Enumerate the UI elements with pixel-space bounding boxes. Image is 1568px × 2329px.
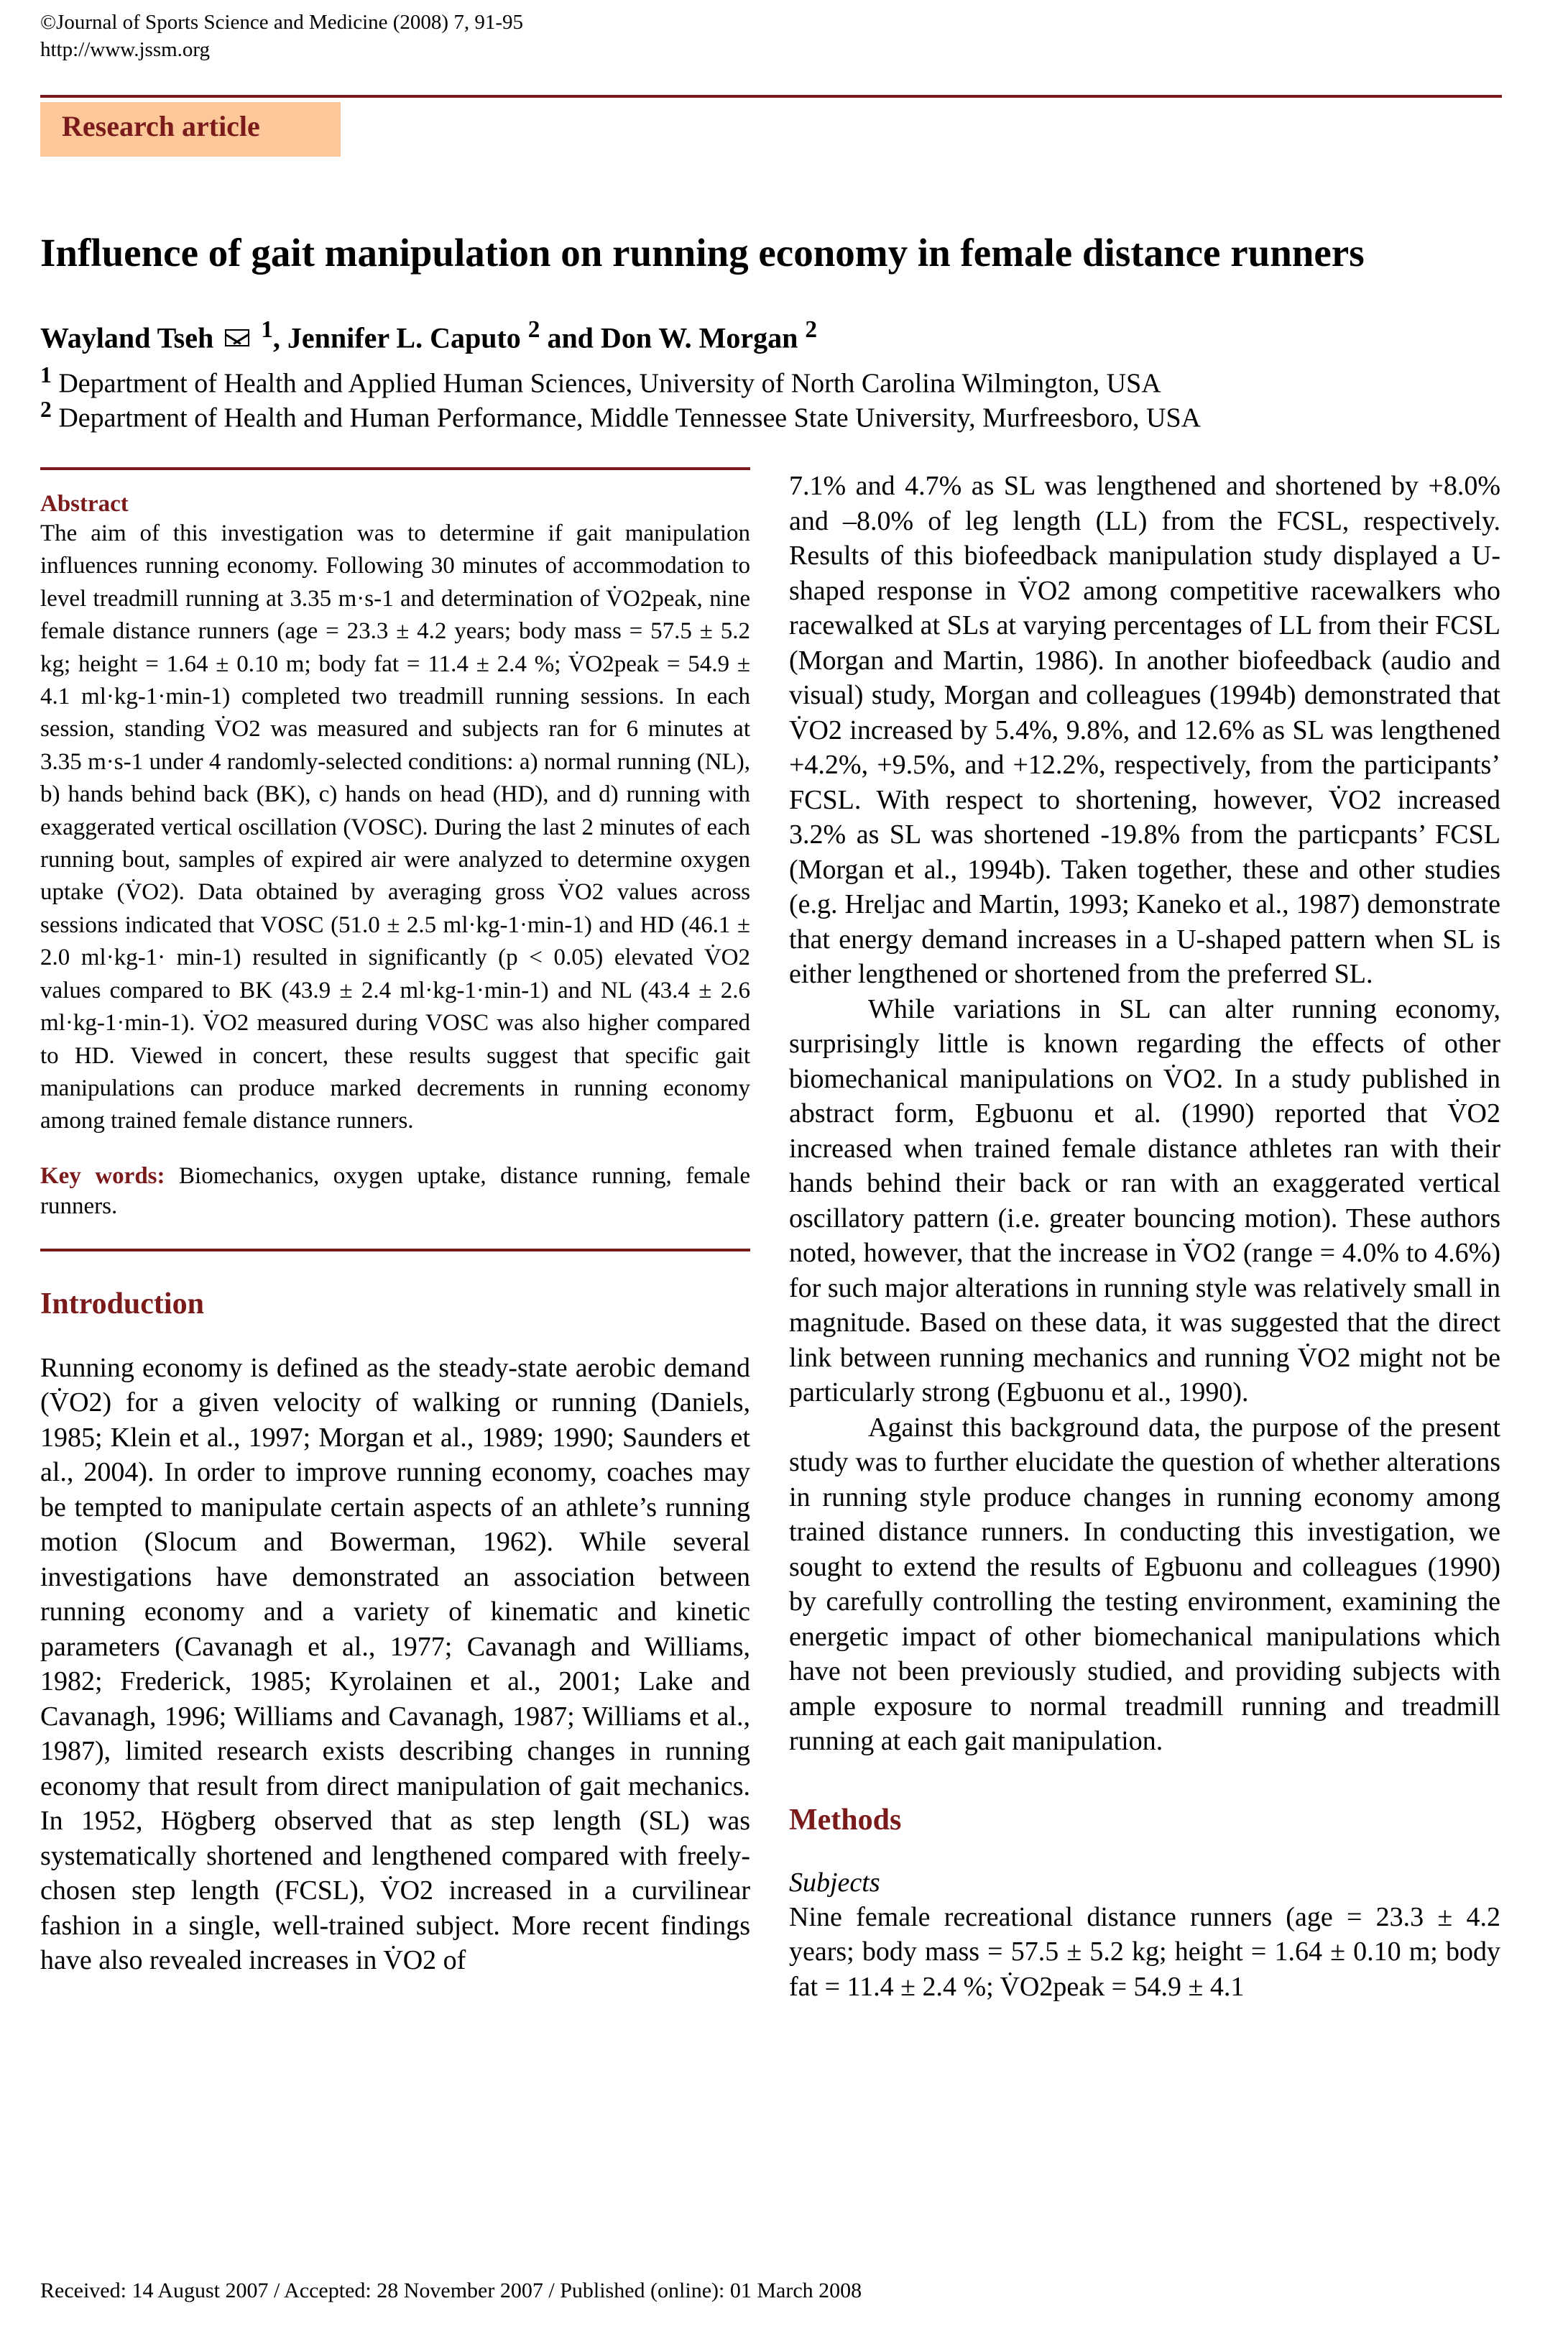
introduction-heading: Introduction	[40, 1287, 204, 1320]
author-list	[40, 316, 817, 354]
journal-header	[40, 9, 523, 63]
methods-heading: Methods	[789, 1803, 902, 1837]
affiliation-text: Department of Health and Applied Human Sciences, University of North Carolina Wilmington, USA	[58, 368, 1161, 399]
left-column	[40, 467, 750, 1978]
author-name: Wayland Tseh	[40, 321, 214, 354]
subjects-heading: Subjects	[789, 1867, 880, 1898]
affiliation-number: 2	[40, 397, 52, 422]
publication-dates: Received: 14 August 2007 / Accepted: 28 November 2007 / Published (online): 01 March 2008	[40, 2279, 862, 2302]
keywords-label: Key words:	[40, 1162, 165, 1189]
affiliation-text: Department of Health and Human Performance, Middle Tennessee State University, Murfreesboro, USA	[58, 403, 1202, 433]
body-paragraph: 7.1% and 4.7% as SL was lengthened and shortened by +8.0% and –8.0% of leg length (LL) from the FCSL, respectively. Results of this biofeedback manipulation study displayed a U-shaped response in V̇O2 among competitive racewalkers who racewalked at SLs at varying percentages of LL from their FCSL (Morgan and Martin, 1986). In another biofeedback (audio and visual) study, Morgan and colleagues (1994b) demonstrated that V̇O2 increased by 5.4%, 9.8%, and 12.6% as SL was lengthened +4.2%, +9.5%, and +12.2%, respectively, from the participants’ FCSL. With respect to shortening, however, V̇O2 increased 3.2% as SL was shortened -19.8% from the particpants’ FCSL (Morgan et al., 1994b). Taken together, these and other studies (e.g. Hreljac and Martin, 1993; Kaneko et al., 1987) demonstrate that energy demand increases in a U-shaped pattern when SL is either lengthened or shortened from the preferred SL.	[789, 471, 1500, 989]
affiliation	[40, 362, 1161, 400]
paper-title: Influence of gait manipulation on running economy in female distance runners	[40, 231, 1365, 275]
affiliation-number: 1	[40, 362, 52, 387]
author-name: , Jennifer L. Caputo	[272, 321, 521, 354]
right-column	[789, 469, 1500, 2004]
top-divider	[40, 95, 1502, 98]
abstract-divider-top	[40, 467, 750, 470]
introduction-text: Running economy is defined as the steady-state aerobic demand (V̇O2) for a given velocity of walking or running (Daniels, 1985; Klein et al., 1997; Morgan et al., 1989; 1990; Saunders et al., 2004). In order to improve running economy, coaches may be tempted to manipulate certain aspects of an athlete’s running motion (Slocum and Bowerman, 1962). While several investigations have demonstrated an association between running economy and a variety of kinematic and kinetic parameters (Cavanagh et al., 1977; Cavanagh and Williams, 1982; Frederick, 1985; Kyrolainen et al., 2001; Lake and Cavanagh, 1996; Williams and Cavanagh, 1987; Williams et al., 1987), limited research exists describing changes in running economy that result from direct manipulation of gait mechanics. In 1952, Högberg observed that as step length (SL) was systematically shortened and lengthened compared with freely-chosen step length (FCSL), V̇O2 increased in a curvilinear fashion in a single, well-trained subject. More recent findings have also revealed increases in V̇O2 of	[40, 1352, 750, 1976]
abstract-divider-bottom	[40, 1249, 750, 1251]
article-type-badge: Research article	[40, 102, 341, 157]
body-paragraph: Against this background data, the purpose of the present study was to further elucidate the question of whether alterations in running style produce changes in running economy among trained distance runners. In conducting this investigation, we sought to extend the results of Egbuonu and colleagues (1990) by carefully controlling the testing environment, examining the energetic impact of other biomechanical manipulations which have not been previously studied, and providing subjects with ample exposure to normal treadmill running and treadmill running at each gait manipulation.	[789, 1412, 1500, 1756]
abstract-heading: Abstract	[40, 491, 129, 517]
abstract-text: The aim of this investigation was to determine if gait manipulation influences running economy. Following 30 minutes of accommodation to level treadmill running at 3.35 m·s-1 and determination of V̇O2peak, nine female distance runners (age = 23.3 ± 4.2 years; body mass = 57.5 ± 5.2 kg; height = 1.64 ± 0.10 m; body fat = 11.4 ± 2.4 %; V̇O2peak = 54.9 ± 4.1 ml·kg-1·min-1) completed two treadmill running sessions. In each session, standing V̇O2 was measured and subjects ran for 6 minutes at 3.35 m·s-1 under 4 randomly-selected conditions: a) normal running (NL), b) hands behind back (BK), c) hands on head (HD), and d) running with exaggerated vertical oscillation (VOSC). During the last 2 minutes of each running bout, samples of expired air were analyzed to determine oxygen uptake (V̇O2). Data obtained by averaging gross V̇O2 values across sessions indicated that VOSC (51.0 ± 2.5 ml·kg-1·min-1) and HD (46.1 ± 2.0 ml·kg-1· min-1) resulted in significantly (p < 0.05) elevated V̇O2 values compared to BK (43.9 ± 2.4 ml·kg-1·min-1) and NL (43.4 ± 2.6 ml·kg-1·min-1). V̇O2 measured during VOSC was also higher compared to HD. Viewed in concert, these results suggest that specific gait manipulations can produce marked decrements in running economy among trained female distance runners.	[40, 520, 750, 1134]
author-affiliation-mark: 1	[261, 316, 273, 343]
author-affiliation-mark: 2	[805, 316, 818, 343]
body-paragraph: While variations in SL can alter running economy, surprisingly little is known regarding the effects of other biomechanical manipulations on V̇O2. In a study published in abstract form, Egbuonu et al. (1990) reported that V̇O2 increased when trained female distance athletes ran with their hands behind their back or ran with an exaggerated vertical oscillatory pattern (i.e. greater bouncing motion). These authors noted, however, that the increase in V̇O2 (range = 4.0% to 4.6%) for such major alterations in running style was relatively small in magnitude. Based on these data, it was suggested that the direct link between running mechanics and running V̇O2 might not be particularly strong (Egbuonu et al., 1990).	[789, 993, 1500, 1407]
journal-citation: ©Journal of Sports Science and Medicine (2008) 7, 91-95	[40, 11, 523, 34]
subjects-text: Nine female recreational distance runners (age = 23.3 ± 4.2 years; body mass = 57.5 ± 5.2 kg; height = 1.64 ± 0.10 m; body fat = 11.4 ± 2.4 %; V̇O2peak = 54.9 ± 4.1	[789, 1901, 1500, 2002]
keywords-text: Biomechanics, oxygen uptake, distance running, female runners.	[40, 1162, 751, 1219]
journal-url[interactable]: http://www.jssm.org	[40, 38, 211, 61]
envelope-icon[interactable]	[225, 329, 249, 346]
affiliation	[40, 397, 1201, 434]
author-name: and Don W. Morgan	[540, 321, 798, 354]
keywords	[40, 1161, 750, 1221]
author-affiliation-mark: 2	[527, 316, 540, 343]
